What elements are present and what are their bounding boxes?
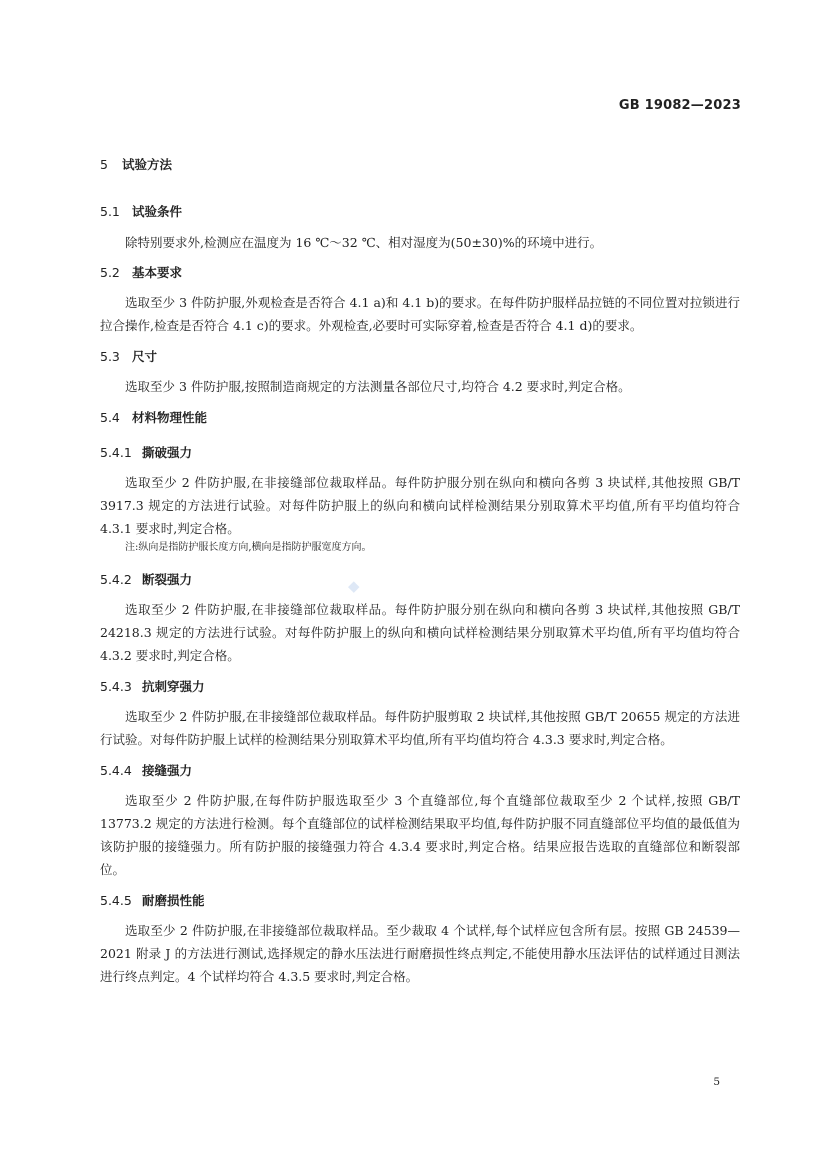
section-5-heading: [100, 155, 740, 173]
section-5-4-4-heading: [100, 761, 740, 779]
section-5-4-5-text: 选取至少 2 件防护服,在非接缝部位裁取样品。至少裁取 4 个试样,每个试样应包含所有层。按照 GB 24539—2021 附录 J 的方法进行测试,选择规定的静水压法进行耐磨损性终点判定,不能使用静水压法评估的试样通过目测法进行终点判定。4 个试样均符合 4.3.5 要求时,判定合格。: [100, 923, 740, 984]
section-number: 5.4.1: [100, 445, 132, 460]
section-5-4-1-text: 选取至少 2 件防护服,在非接缝部位裁取样品。每件防护服分别在纵向和横向各剪 3 块试样,其他按照 GB/T 3917.3 规定的方法进行试验。对每件防护服上的纵向和横向试样检测结果分别取算术平均值,所有平均值均符合 4.3.1 要求时,判定合格。: [100, 475, 740, 536]
section-5-3-heading: [100, 347, 740, 365]
section-5-2-heading: [100, 263, 740, 281]
section-5-1-heading: [100, 202, 740, 220]
section-title: 尺寸: [132, 349, 158, 364]
section-5-4-heading: [100, 408, 740, 426]
section-number: 5.4: [100, 410, 120, 425]
section-5-4-1-note: 注:纵向是指防护服长度方向,横向是指防护服宽度方向。: [125, 542, 372, 553]
section-5-4-5-heading: [100, 891, 740, 909]
section-title: 接缝强力: [142, 763, 193, 778]
section-number: 5.4.5: [100, 893, 132, 908]
section-number: 5.3: [100, 349, 120, 364]
section-number: 5: [100, 157, 108, 172]
section-5-4-4-text: 选取至少 2 件防护服,在每件防护服选取至少 3 个直缝部位,每个直缝部位裁取至少 2 个试样,按照 GB/T 13773.2 规定的方法进行检测。每个直缝部位的试样检测结果取平均值,每件防护服不同直缝部位平均值的最低值为该防护服的接缝强力。所有防护服的接缝强力符合 4.3.4 要求时,判定合格。结果应报告选取的直缝部位和断裂部位。: [100, 793, 740, 877]
section-number: 5.2: [100, 265, 120, 280]
section-5-4-2-heading: [100, 570, 740, 588]
section-title: 抗刺穿强力: [142, 679, 205, 694]
section-title: 撕破强力: [142, 445, 193, 460]
section-5-4-2-text: 选取至少 2 件防护服,在非接缝部位裁取样品。每件防护服分别在纵向和横向各剪 3 块试样,其他按照 GB/T 24218.3 规定的方法进行试验。对每件防护服上的纵向和横向试样检测结果分别取算术平均值,所有平均值均符合 4.3.2 要求时,判定合格。: [100, 602, 740, 663]
section-title: 材料物理性能: [132, 410, 208, 425]
section-number: 5.1: [100, 204, 120, 219]
section-title: 试验条件: [132, 204, 183, 219]
section-number: 5.4.4: [100, 763, 132, 778]
section-title: 基本要求: [132, 265, 183, 280]
section-title: 试验方法: [122, 157, 173, 172]
section-5-4-1-heading: [100, 443, 740, 461]
section-title: 耐磨损性能: [142, 893, 205, 908]
standard-code: GB 19082—2023: [618, 98, 741, 113]
section-number: 5.4.3: [100, 679, 132, 694]
watermark-mark: ◆: [348, 577, 360, 595]
page-number: 5: [713, 1076, 720, 1088]
document-body: [100, 155, 740, 988]
section-5-3-text: 选取至少 3 件防护服,按照制造商规定的方法测量各部位尺寸,均符合 4.2 要求时,判定合格。: [125, 379, 631, 394]
section-5-4-3-heading: [100, 677, 740, 695]
section-5-1-text: 除特别要求外,检测应在温度为 16 ℃～32 ℃、相对湿度为(50±30)%的环境中进行。: [125, 235, 603, 250]
section-number: 5.4.2: [100, 572, 132, 587]
section-title: 断裂强力: [142, 572, 193, 587]
section-5-2-text: 选取至少 3 件防护服,外观检查是否符合 4.1 a)和 4.1 b)的要求。在每件防护服样品拉链的不同位置对拉锁进行拉合操作,检查是否符合 4.1 c)的要求。外观检查,必要时可实际穿着,检查是否符合 4.1 d)的要求。: [100, 295, 740, 333]
section-5-4-3-text: 选取至少 2 件防护服,在非接缝部位裁取样品。每件防护服剪取 2 块试样,其他按照 GB/T 20655 规定的方法进行试验。对每件防护服上试样的检测结果分别取算术平均值,所有平均值均符合 4.3.3 要求时,判定合格。: [100, 709, 740, 747]
